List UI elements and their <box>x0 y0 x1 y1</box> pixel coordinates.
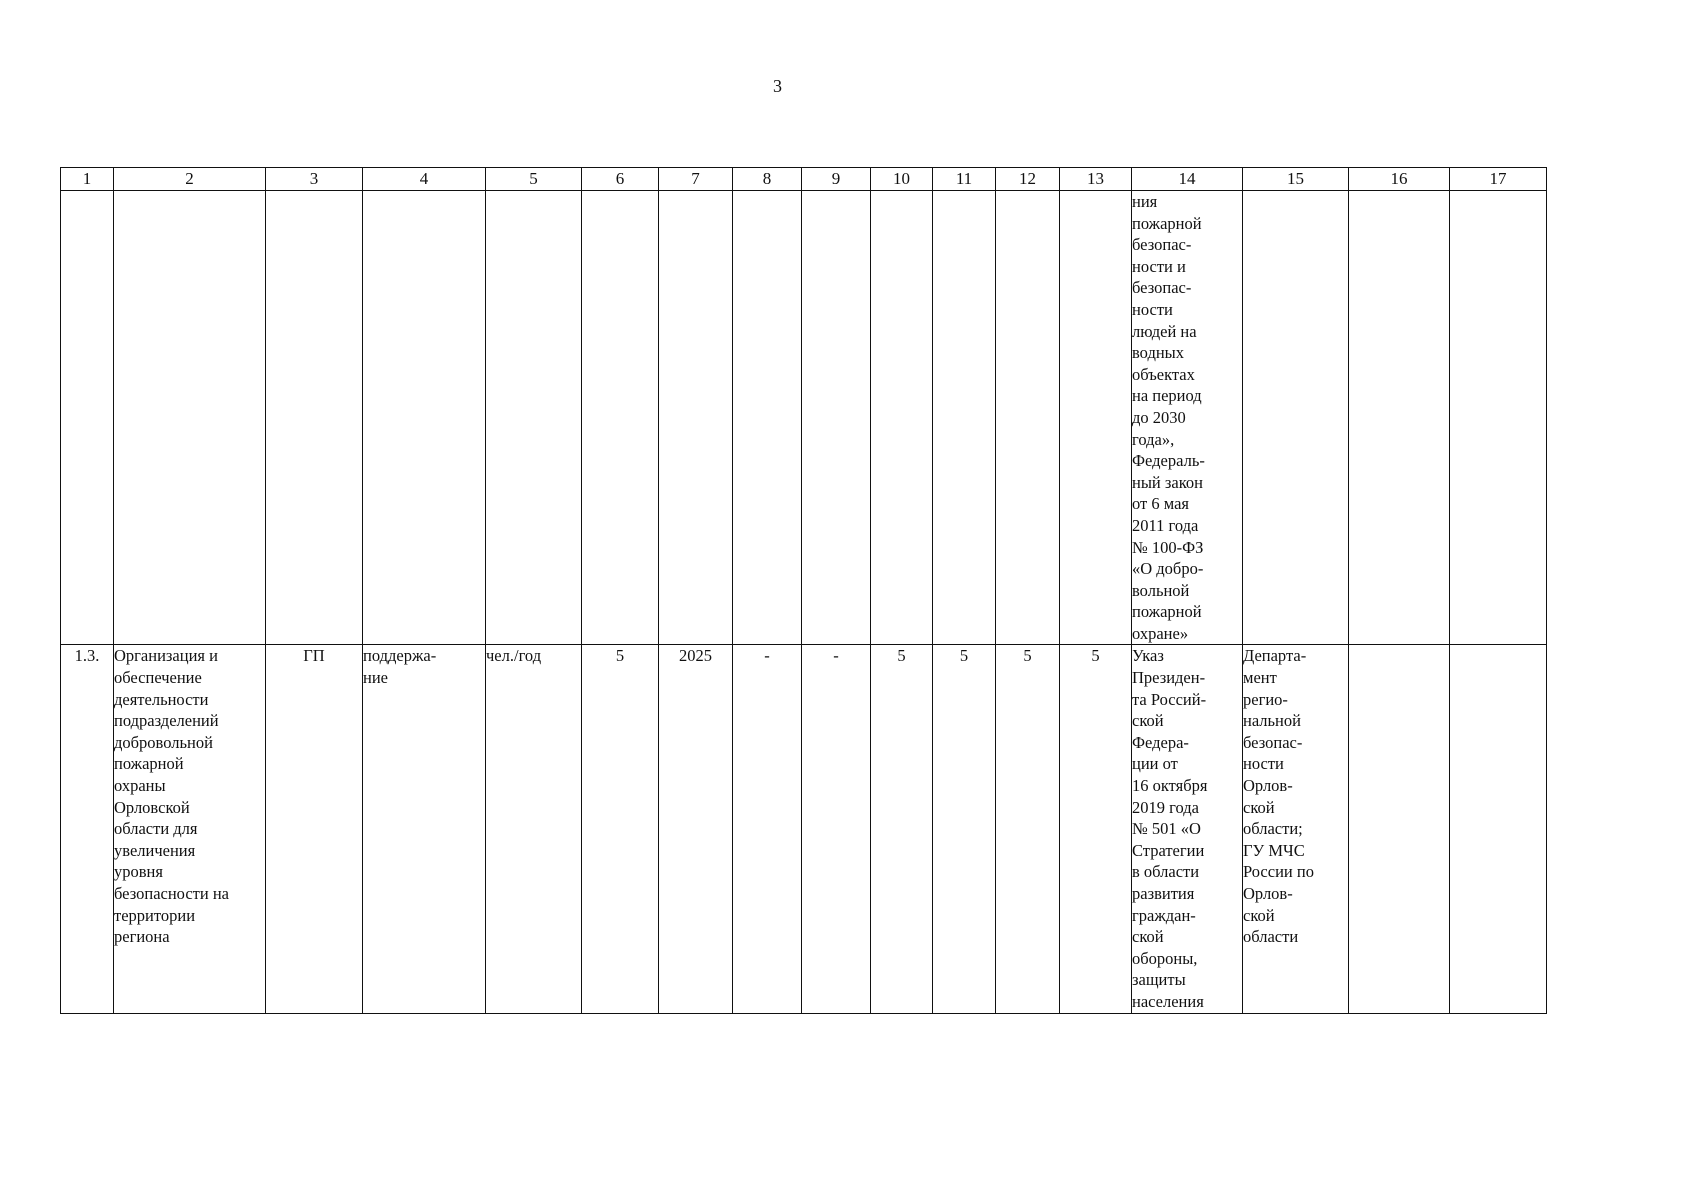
unit-of-measure: чел./год <box>486 645 582 1014</box>
measure-name: Организация и обеспечение деятельности подразделений добровольной пожарной охраны Орловской области для увеличения уровня безопасности на территории региона <box>114 645 266 1014</box>
column-header: 12 <box>996 168 1060 191</box>
year-col7: 2025 <box>659 645 733 1014</box>
empty-cell <box>1060 191 1132 645</box>
column-header: 4 <box>363 168 486 191</box>
empty-cell <box>363 191 486 645</box>
value-col10: 5 <box>871 645 933 1014</box>
column-header: 6 <box>582 168 659 191</box>
table-row-1-3 <box>61 645 1547 1014</box>
column-header: 17 <box>1450 168 1547 191</box>
column-header: 5 <box>486 168 582 191</box>
measures-table <box>60 167 1547 1014</box>
column-number-row <box>61 168 1547 191</box>
empty-cell <box>61 191 114 645</box>
column-header: 16 <box>1349 168 1450 191</box>
column-header: 13 <box>1060 168 1132 191</box>
empty-cell <box>582 191 659 645</box>
value-col8: - <box>733 645 802 1014</box>
empty-cell <box>733 191 802 645</box>
column-header: 14 <box>1132 168 1243 191</box>
value-col17 <box>1450 645 1547 1014</box>
empty-cell <box>266 191 363 645</box>
value-col16 <box>1349 645 1450 1014</box>
empty-cell <box>802 191 871 645</box>
empty-cell <box>871 191 933 645</box>
column-header: 9 <box>802 168 871 191</box>
empty-cell <box>1349 191 1450 645</box>
column-header: 2 <box>114 168 266 191</box>
page-number: 3 <box>773 76 782 96</box>
value-col13: 5 <box>1060 645 1132 1014</box>
column-header: 15 <box>1243 168 1349 191</box>
empty-cell <box>1450 191 1547 645</box>
value-col6: 5 <box>582 645 659 1014</box>
value-col11: 5 <box>933 645 996 1014</box>
program-type: ГП <box>266 645 363 1014</box>
empty-cell <box>486 191 582 645</box>
value-col9: - <box>802 645 871 1014</box>
column-header: 8 <box>733 168 802 191</box>
legal-basis: Указ Президен- та Россий- ской Федера- ции от 16 октября 2019 года № 501 «О Стратегии в области развития граждан- ской обороны, защиты населения <box>1132 645 1243 1014</box>
column-header: 3 <box>266 168 363 191</box>
continuation-row <box>61 191 1547 645</box>
responsible-executor: Департа- мент регио- нальной безопас- ности Орлов- ской области; ГУ МЧС России по Орлов- ской области <box>1243 645 1349 1014</box>
row-number: 1.3. <box>61 645 114 1014</box>
empty-cell <box>114 191 266 645</box>
measure-kind: поддержа- ние <box>363 645 486 1014</box>
legal-basis-continued: ния пожарной безопас- ности и безопас- ности людей на водных объектах на период до 2030 года», Федераль- ный закон от 6 мая 2011 года № 100-ФЗ «О добро- вольной пожарной охране» <box>1132 191 1243 645</box>
empty-cell <box>1243 191 1349 645</box>
column-header: 10 <box>871 168 933 191</box>
empty-cell <box>933 191 996 645</box>
column-header: 11 <box>933 168 996 191</box>
column-header: 1 <box>61 168 114 191</box>
value-col12: 5 <box>996 645 1060 1014</box>
empty-cell <box>659 191 733 645</box>
empty-cell <box>996 191 1060 645</box>
column-header: 7 <box>659 168 733 191</box>
